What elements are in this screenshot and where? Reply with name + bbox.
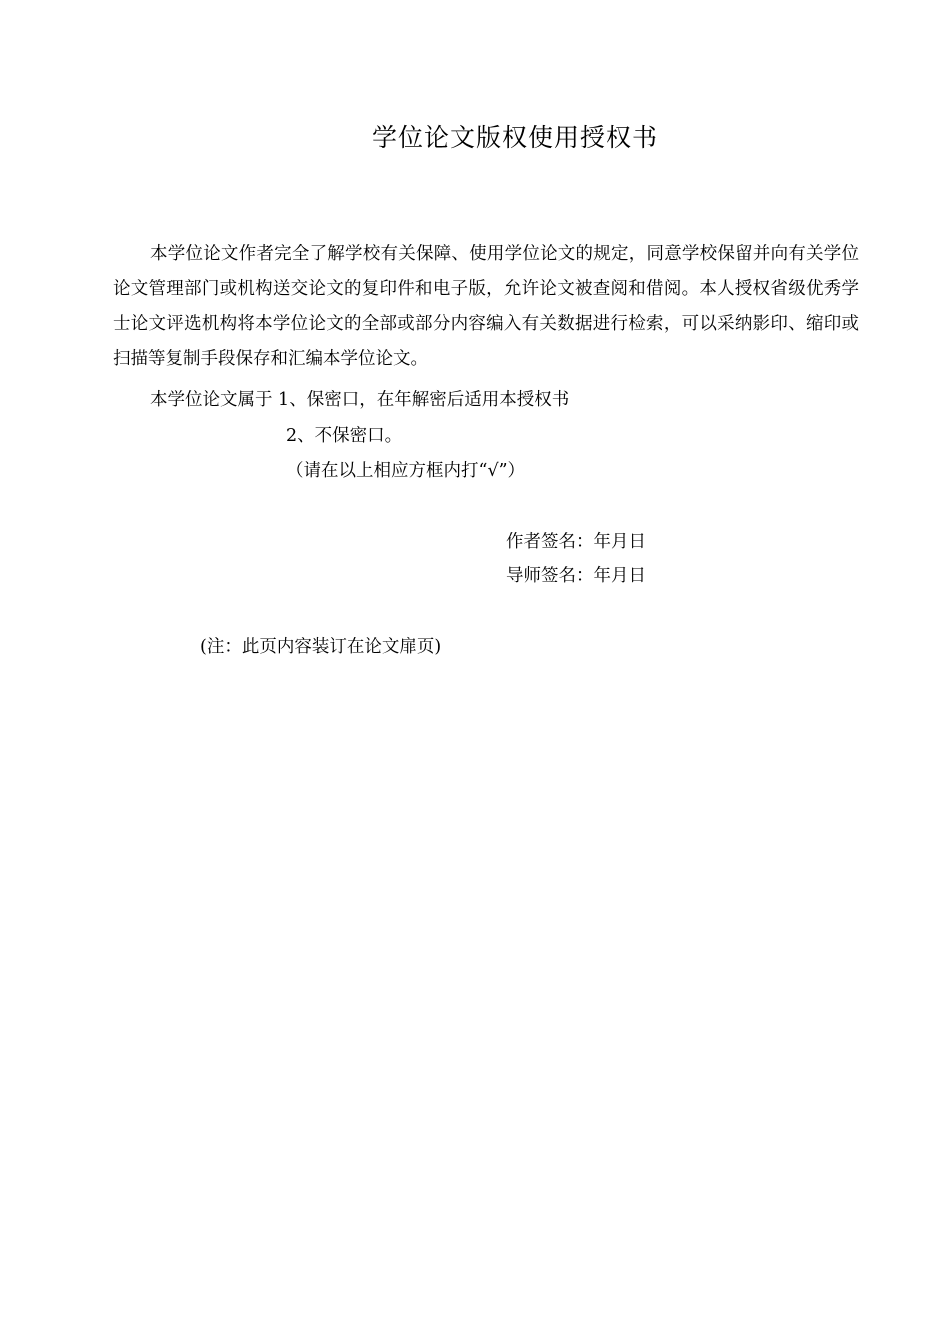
- binding-note: (注：此页内容装订在论文扉页): [200, 637, 442, 657]
- author-signature-line: 作者签名：年月日: [506, 532, 646, 552]
- authorization-paragraph: 本学位论文作者完全了解学校有关保障、使用学位论文的规定，同意学校保留并向有关学位论文管理部门或机构送交论文的复印件和电子版，允许论文被查阅和借阅。本人授权省级优秀学士论文评选机构将本学位论文的全部或部分内容编入有关数据进行检索，可以采纳影印、缩印或扫描等复制手段保存和汇编本学位论文。: [113, 244, 859, 369]
- advisor-signature-line: 导师签名：年月日: [506, 566, 646, 586]
- nonconfidential-option: 2、不保密口。: [286, 426, 403, 446]
- confidential-option: 本学位论文属于 1、保密口，在年解密后适用本授权书: [150, 390, 570, 410]
- document-title: 学位论文版权使用授权书: [371, 123, 658, 152]
- checkbox-instruction: （请在以上相应方框内打“√”）: [286, 461, 526, 481]
